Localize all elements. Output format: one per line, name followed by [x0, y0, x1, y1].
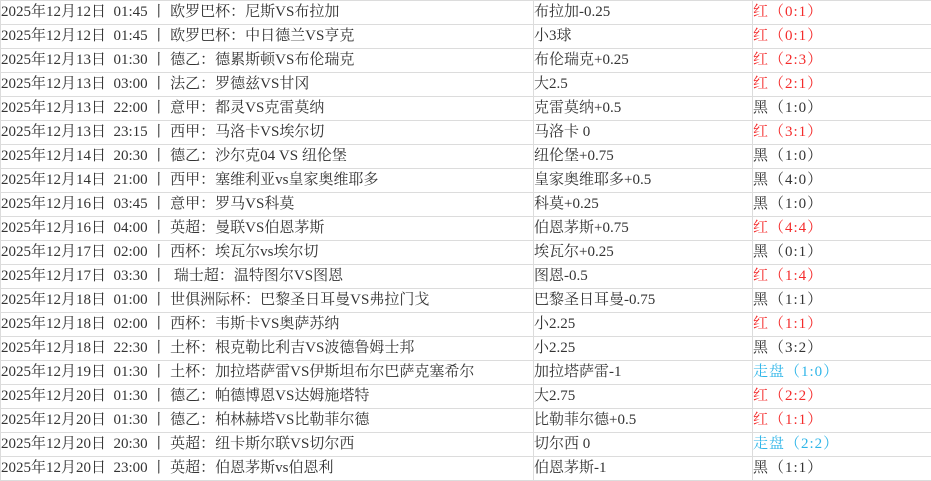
- table-row: [1, 361, 931, 385]
- table-row: [1, 193, 931, 217]
- handicap-cell: 伯恩茅斯-1: [534, 457, 753, 481]
- result-cell: 红（2:3）: [753, 49, 931, 73]
- table-row: [1, 1, 931, 25]
- result-cell: 黑（3:2）: [753, 337, 931, 361]
- table-row: [1, 25, 931, 49]
- handicap-cell: 小3球: [534, 25, 753, 49]
- handicap-cell: 科莫+0.25: [534, 193, 753, 217]
- handicap-cell: 比勒菲尔德+0.5: [534, 409, 753, 433]
- table-row: [1, 289, 931, 313]
- table-row: [1, 385, 931, 409]
- handicap-cell: 切尔西 0: [534, 433, 753, 457]
- table-row: [1, 457, 931, 481]
- handicap-cell: 大2.75: [534, 385, 753, 409]
- result-cell: 走盘（1:0）: [753, 361, 931, 385]
- table-row: [1, 241, 931, 265]
- result-cell: 黑（1:0）: [753, 145, 931, 169]
- table-row: [1, 169, 931, 193]
- match-cell: 2025年12月12日 01:45 丨 欧罗巴杯：中日德兰VS亨克: [1, 25, 534, 49]
- match-cell: 2025年12月16日 04:00 丨 英超：曼联VS伯恩茅斯: [1, 217, 534, 241]
- result-cell: 红（0:1）: [753, 25, 931, 49]
- result-cell: 红（2:1）: [753, 73, 931, 97]
- match-cell: 2025年12月13日 01:30 丨 德乙：德累斯顿VS布伦瑞克: [1, 49, 534, 73]
- handicap-cell: 巴黎圣日耳曼-0.75: [534, 289, 753, 313]
- match-cell: 2025年12月20日 20:30 丨 英超：纽卡斯尔联VS切尔西: [1, 433, 534, 457]
- table-row: [1, 313, 931, 337]
- result-cell: 红（0:1）: [753, 1, 931, 25]
- handicap-cell: 纽伦堡+0.75: [534, 145, 753, 169]
- match-cell: 2025年12月13日 23:15 丨 西甲：马洛卡VS埃尔切: [1, 121, 534, 145]
- table-row: [1, 97, 931, 121]
- handicap-cell: 小2.25: [534, 313, 753, 337]
- handicap-cell: 皇家奥维耶多+0.5: [534, 169, 753, 193]
- result-cell: 黑（0:1）: [753, 241, 931, 265]
- match-cell: 2025年12月17日 02:00 丨 西杯：埃瓦尔vs埃尔切: [1, 241, 534, 265]
- result-cell: 黑（1:1）: [753, 457, 931, 481]
- match-cell: 2025年12月16日 03:45 丨 意甲：罗马VS科莫: [1, 193, 534, 217]
- result-cell: 黑（1:0）: [753, 97, 931, 121]
- handicap-cell: 小2.25: [534, 337, 753, 361]
- result-cell: 红（1:1）: [753, 313, 931, 337]
- handicap-cell: 布拉加-0.25: [534, 1, 753, 25]
- table-row: [1, 121, 931, 145]
- table-row: [1, 49, 931, 73]
- result-cell: 黑（1:0）: [753, 193, 931, 217]
- match-cell: 2025年12月19日 01:30 丨 土杯：加拉塔萨雷VS伊斯坦布尔巴萨克塞希尔: [1, 361, 534, 385]
- table-row: [1, 265, 931, 289]
- table-row: [1, 433, 931, 457]
- table-row: [1, 73, 931, 97]
- match-cell: 2025年12月12日 01:45 丨 欧罗巴杯：尼斯VS布拉加: [1, 1, 534, 25]
- result-cell: 红（3:1）: [753, 121, 931, 145]
- result-cell: 红（1:1）: [753, 409, 931, 433]
- match-cell: 2025年12月17日 03:30 丨 瑞士超：温特图尔VS图恩: [1, 265, 534, 289]
- handicap-cell: 伯恩茅斯+0.75: [534, 217, 753, 241]
- match-cell: 2025年12月14日 21:00 丨 西甲：塞维利亚vs皇家奥维耶多: [1, 169, 534, 193]
- result-cell: 红（2:2）: [753, 385, 931, 409]
- results-table-body: [1, 1, 931, 481]
- match-cell: 2025年12月18日 22:30 丨 土杯：根克勒比利吉VS波德鲁姆士邦: [1, 337, 534, 361]
- handicap-cell: 马洛卡 0: [534, 121, 753, 145]
- match-cell: 2025年12月20日 23:00 丨 英超：伯恩茅斯vs伯恩利: [1, 457, 534, 481]
- table-row: [1, 409, 931, 433]
- match-cell: 2025年12月13日 03:00 丨 法乙：罗德兹VS甘冈: [1, 73, 534, 97]
- match-cell: 2025年12月18日 01:00 丨 世俱洲际杯：巴黎圣日耳曼VS弗拉门戈: [1, 289, 534, 313]
- handicap-cell: 布伦瑞克+0.25: [534, 49, 753, 73]
- handicap-cell: 图恩-0.5: [534, 265, 753, 289]
- match-cell: 2025年12月20日 01:30 丨 德乙：帕德博恩VS达姆施塔特: [1, 385, 534, 409]
- match-cell: 2025年12月20日 01:30 丨 德乙：柏林赫塔VS比勒菲尔德: [1, 409, 534, 433]
- handicap-cell: 克雷莫纳+0.5: [534, 97, 753, 121]
- match-cell: 2025年12月14日 20:30 丨 德乙：沙尔克04 VS 纽伦堡: [1, 145, 534, 169]
- handicap-cell: 加拉塔萨雷-1: [534, 361, 753, 385]
- table-row: [1, 337, 931, 361]
- handicap-cell: 埃瓦尔+0.25: [534, 241, 753, 265]
- handicap-cell: 大2.5: [534, 73, 753, 97]
- result-cell: 红（4:4）: [753, 217, 931, 241]
- match-cell: 2025年12月18日 02:00 丨 西杯：韦斯卡VS奥萨苏纳: [1, 313, 534, 337]
- match-cell: 2025年12月13日 22:00 丨 意甲：都灵VS克雷莫纳: [1, 97, 534, 121]
- result-cell: 走盘（2:2）: [753, 433, 931, 457]
- table-row: [1, 145, 931, 169]
- result-cell: 红（1:4）: [753, 265, 931, 289]
- table-row: [1, 217, 931, 241]
- result-cell: 黑（1:1）: [753, 289, 931, 313]
- result-cell: 黑（4:0）: [753, 169, 931, 193]
